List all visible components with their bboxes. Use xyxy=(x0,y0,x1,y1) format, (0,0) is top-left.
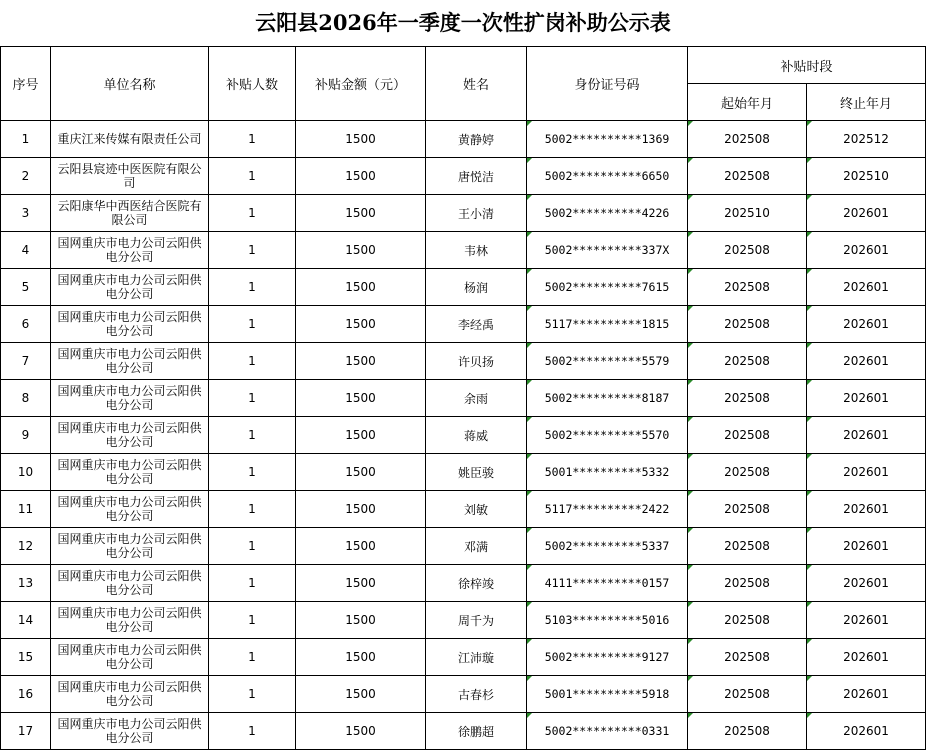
cell-count[interactable]: 1 xyxy=(209,676,296,713)
cell-name[interactable]: 周千为 xyxy=(426,602,527,639)
cell-unit[interactable]: 云阳康华中西医结合医院有限公司 xyxy=(51,195,209,232)
table-row xyxy=(1,417,926,454)
table-row xyxy=(1,343,926,380)
cell-id[interactable]: 5002**********1369 xyxy=(527,121,688,158)
table-row xyxy=(1,639,926,676)
cell-end[interactable]: 202601 xyxy=(807,713,926,750)
cell-amount[interactable]: 1500 xyxy=(296,528,426,565)
cell-unit[interactable]: 国网重庆市电力公司云阳供电分公司 xyxy=(51,639,209,676)
cell-end[interactable]: 202601 xyxy=(807,380,926,417)
cell-start[interactable]: 202508 xyxy=(688,491,807,528)
cell-id[interactable]: 5002**********5579 xyxy=(527,343,688,380)
cell-name[interactable]: 余雨 xyxy=(426,380,527,417)
cell-id[interactable]: 5002**********9127 xyxy=(527,639,688,676)
table-row xyxy=(1,528,926,565)
cell-start[interactable]: 202508 xyxy=(688,565,807,602)
cell-name[interactable]: 江沛璇 xyxy=(426,639,527,676)
cell-id[interactable]: 5002**********337X xyxy=(527,232,688,269)
cell-end[interactable]: 202601 xyxy=(807,269,926,306)
cell-seq[interactable]: 17 xyxy=(1,713,51,750)
cell-unit[interactable]: 国网重庆市电力公司云阳供电分公司 xyxy=(51,528,209,565)
cell-seq[interactable]: 13 xyxy=(1,565,51,602)
cell-count[interactable]: 1 xyxy=(209,121,296,158)
cell-amount[interactable]: 1500 xyxy=(296,380,426,417)
cell-unit[interactable]: 国网重庆市电力公司云阳供电分公司 xyxy=(51,454,209,491)
cell-seq[interactable]: 4 xyxy=(1,232,51,269)
table-row xyxy=(1,121,926,158)
cell-start[interactable]: 202508 xyxy=(688,158,807,195)
cell-id[interactable]: 5002**********6650 xyxy=(527,158,688,195)
cell-count[interactable]: 1 xyxy=(209,454,296,491)
cell-amount[interactable]: 1500 xyxy=(296,676,426,713)
cell-seq[interactable]: 5 xyxy=(1,269,51,306)
cell-start[interactable]: 202508 xyxy=(688,380,807,417)
table-row xyxy=(1,380,926,417)
cell-seq[interactable]: 6 xyxy=(1,306,51,343)
cell-count[interactable]: 1 xyxy=(209,232,296,269)
cell-start[interactable]: 202508 xyxy=(688,454,807,491)
cell-name[interactable]: 李经禹 xyxy=(426,306,527,343)
cell-name[interactable]: 王小清 xyxy=(426,195,527,232)
cell-end[interactable]: 202601 xyxy=(807,602,926,639)
header-unit[interactable]: 单位名称 xyxy=(51,47,209,121)
header-id[interactable]: 身份证号码 xyxy=(527,47,688,121)
cell-unit[interactable]: 国网重庆市电力公司云阳供电分公司 xyxy=(51,565,209,602)
cell-seq[interactable]: 2 xyxy=(1,158,51,195)
cell-end[interactable]: 202601 xyxy=(807,676,926,713)
cell-unit[interactable]: 国网重庆市电力公司云阳供电分公司 xyxy=(51,713,209,750)
cell-amount[interactable]: 1500 xyxy=(296,417,426,454)
table-row xyxy=(1,565,926,602)
cell-name[interactable]: 徐梓竣 xyxy=(426,565,527,602)
cell-start[interactable]: 202508 xyxy=(688,676,807,713)
cell-unit[interactable]: 国网重庆市电力公司云阳供电分公司 xyxy=(51,380,209,417)
cell-count[interactable]: 1 xyxy=(209,195,296,232)
cell-id[interactable]: 5002**********8187 xyxy=(527,380,688,417)
cell-amount[interactable]: 1500 xyxy=(296,121,426,158)
cell-count[interactable]: 1 xyxy=(209,713,296,750)
table-row xyxy=(1,491,926,528)
cell-name[interactable]: 唐悦洁 xyxy=(426,158,527,195)
cell-start[interactable]: 202508 xyxy=(688,417,807,454)
cell-name[interactable]: 许贝扬 xyxy=(426,343,527,380)
table-row xyxy=(1,676,926,713)
cell-end[interactable]: 202601 xyxy=(807,491,926,528)
cell-start[interactable]: 202508 xyxy=(688,343,807,380)
cell-id[interactable]: 5001**********5332 xyxy=(527,454,688,491)
cell-amount[interactable]: 1500 xyxy=(296,269,426,306)
cell-id[interactable]: 5117**********2422 xyxy=(527,491,688,528)
cell-id[interactable]: 5002**********4226 xyxy=(527,195,688,232)
cell-amount[interactable]: 1500 xyxy=(296,565,426,602)
cell-count[interactable]: 1 xyxy=(209,528,296,565)
cell-name[interactable]: 徐鹏超 xyxy=(426,713,527,750)
cell-end[interactable]: 202510 xyxy=(807,158,926,195)
cell-start[interactable]: 202508 xyxy=(688,602,807,639)
cell-start[interactable]: 202508 xyxy=(688,121,807,158)
cell-count[interactable]: 1 xyxy=(209,269,296,306)
cell-amount[interactable]: 1500 xyxy=(296,491,426,528)
cell-count[interactable]: 1 xyxy=(209,565,296,602)
cell-amount[interactable]: 1500 xyxy=(296,232,426,269)
cell-name[interactable]: 黄静婷 xyxy=(426,121,527,158)
header-seq[interactable]: 序号 xyxy=(1,47,51,121)
cell-id[interactable]: 5002**********7615 xyxy=(527,269,688,306)
cell-seq[interactable]: 1 xyxy=(1,121,51,158)
subsidy-table xyxy=(0,46,926,750)
cell-id[interactable]: 5103**********5016 xyxy=(527,602,688,639)
cell-amount[interactable]: 1500 xyxy=(296,158,426,195)
cell-end[interactable]: 202601 xyxy=(807,417,926,454)
cell-amount[interactable]: 1500 xyxy=(296,454,426,491)
cell-count[interactable]: 1 xyxy=(209,306,296,343)
table-row xyxy=(1,602,926,639)
cell-count[interactable]: 1 xyxy=(209,417,296,454)
cell-id[interactable]: 5001**********5918 xyxy=(527,676,688,713)
cell-amount[interactable]: 1500 xyxy=(296,639,426,676)
cell-unit[interactable]: 国网重庆市电力公司云阳供电分公司 xyxy=(51,232,209,269)
cell-count[interactable]: 1 xyxy=(209,602,296,639)
cell-seq[interactable]: 15 xyxy=(1,639,51,676)
cell-id[interactable]: 5002**********5337 xyxy=(527,528,688,565)
header-amount[interactable]: 补贴金额（元） xyxy=(296,47,426,121)
cell-end[interactable]: 202601 xyxy=(807,343,926,380)
cell-unit[interactable]: 国网重庆市电力公司云阳供电分公司 xyxy=(51,676,209,713)
header-start[interactable]: 起始年月 xyxy=(688,84,807,121)
table-row xyxy=(1,269,926,306)
cell-end[interactable]: 202512 xyxy=(807,121,926,158)
cell-count[interactable]: 1 xyxy=(209,343,296,380)
cell-name[interactable]: 刘敏 xyxy=(426,491,527,528)
cell-unit[interactable]: 国网重庆市电力公司云阳供电分公司 xyxy=(51,269,209,306)
cell-end[interactable]: 202601 xyxy=(807,232,926,269)
table-row xyxy=(1,158,926,195)
cell-seq[interactable]: 16 xyxy=(1,676,51,713)
cell-end[interactable]: 202601 xyxy=(807,528,926,565)
cell-unit[interactable]: 国网重庆市电力公司云阳供电分公司 xyxy=(51,343,209,380)
cell-id[interactable]: 4111**********0157 xyxy=(527,565,688,602)
cell-end[interactable]: 202601 xyxy=(807,454,926,491)
cell-start[interactable]: 202508 xyxy=(688,269,807,306)
header-count[interactable]: 补贴人数 xyxy=(209,47,296,121)
page-title: 云阳县2026年一季度一次性扩岗补助公示表 xyxy=(255,10,671,35)
cell-seq[interactable]: 9 xyxy=(1,417,51,454)
cell-name[interactable]: 古春杉 xyxy=(426,676,527,713)
cell-seq[interactable]: 11 xyxy=(1,491,51,528)
cell-id[interactable]: 5002**********0331 xyxy=(527,713,688,750)
cell-start[interactable]: 202508 xyxy=(688,639,807,676)
cell-end[interactable]: 202601 xyxy=(807,639,926,676)
cell-name[interactable]: 杨润 xyxy=(426,269,527,306)
cell-id[interactable]: 5117**********1815 xyxy=(527,306,688,343)
cell-amount[interactable]: 1500 xyxy=(296,306,426,343)
cell-seq[interactable]: 8 xyxy=(1,380,51,417)
header-period[interactable]: 补贴时段 xyxy=(688,47,926,84)
cell-amount[interactable]: 1500 xyxy=(296,713,426,750)
cell-seq[interactable]: 12 xyxy=(1,528,51,565)
table-row xyxy=(1,232,926,269)
cell-unit[interactable]: 重庆江来传媒有限责任公司 xyxy=(51,121,209,158)
cell-name[interactable]: 邓满 xyxy=(426,528,527,565)
cell-start[interactable]: 202510 xyxy=(688,195,807,232)
cell-seq[interactable]: 7 xyxy=(1,343,51,380)
table-body xyxy=(1,121,926,750)
cell-unit[interactable]: 国网重庆市电力公司云阳供电分公司 xyxy=(51,417,209,454)
cell-unit[interactable]: 国网重庆市电力公司云阳供电分公司 xyxy=(51,306,209,343)
cell-start[interactable]: 202508 xyxy=(688,528,807,565)
cell-unit[interactable]: 国网重庆市电力公司云阳供电分公司 xyxy=(51,491,209,528)
cell-count[interactable]: 1 xyxy=(209,380,296,417)
cell-amount[interactable]: 1500 xyxy=(296,602,426,639)
cell-end[interactable]: 202601 xyxy=(807,195,926,232)
cell-count[interactable]: 1 xyxy=(209,158,296,195)
cell-start[interactable]: 202508 xyxy=(688,232,807,269)
cell-name[interactable]: 韦林 xyxy=(426,232,527,269)
header-name[interactable]: 姓名 xyxy=(426,47,527,121)
cell-amount[interactable]: 1500 xyxy=(296,343,426,380)
cell-unit[interactable]: 云阳县宸迹中医医院有限公司 xyxy=(51,158,209,195)
cell-count[interactable]: 1 xyxy=(209,639,296,676)
table-row xyxy=(1,195,926,232)
table-row xyxy=(1,306,926,343)
header-row-1 xyxy=(1,47,926,84)
cell-seq[interactable]: 3 xyxy=(1,195,51,232)
cell-count[interactable]: 1 xyxy=(209,491,296,528)
cell-unit[interactable]: 国网重庆市电力公司云阳供电分公司 xyxy=(51,602,209,639)
cell-amount[interactable]: 1500 xyxy=(296,195,426,232)
cell-seq[interactable]: 14 xyxy=(1,602,51,639)
cell-name[interactable]: 姚臣骏 xyxy=(426,454,527,491)
table-row xyxy=(1,713,926,750)
cell-start[interactable]: 202508 xyxy=(688,306,807,343)
table-row xyxy=(1,454,926,491)
cell-end[interactable]: 202601 xyxy=(807,306,926,343)
cell-seq[interactable]: 10 xyxy=(1,454,51,491)
cell-start[interactable]: 202508 xyxy=(688,713,807,750)
cell-id[interactable]: 5002**********5570 xyxy=(527,417,688,454)
cell-end[interactable]: 202601 xyxy=(807,565,926,602)
header-end[interactable]: 终止年月 xyxy=(807,84,926,121)
cell-name[interactable]: 蒋威 xyxy=(426,417,527,454)
